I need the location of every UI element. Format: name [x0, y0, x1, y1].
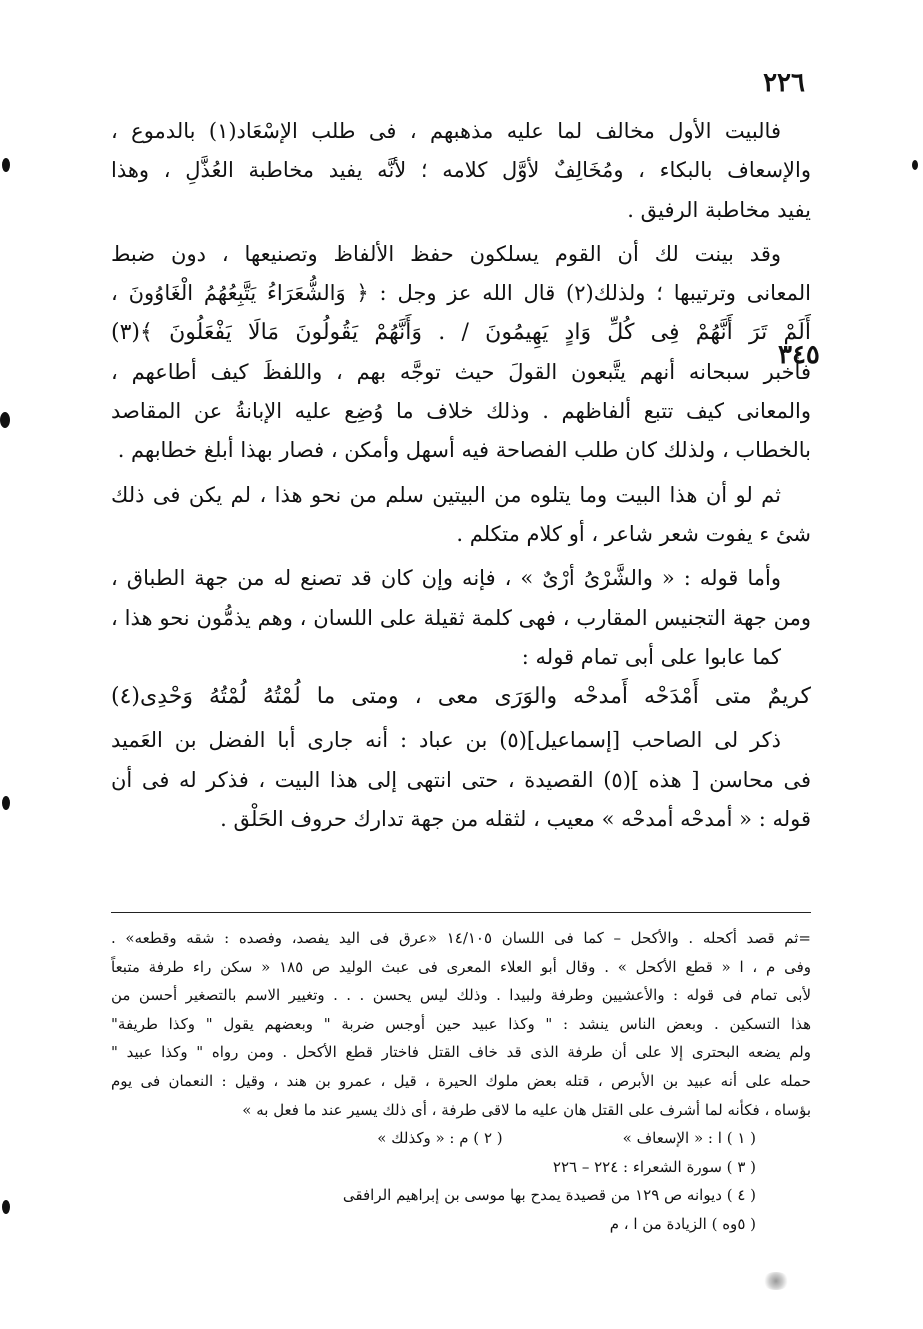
- footnote-5: ( ٥وه ) الزيادة من ا ، م: [609, 1214, 756, 1233]
- footnote-line: =ثم قصد أكحله . والأكحل – كما فى اللسان ١٤/١٠٥ «عرق فى اليد يفصد، وفصده : شقه وقطعه» .: [111, 929, 811, 947]
- footnote-divider: [111, 912, 811, 913]
- text-line: وأما قوله : « والشَّرْىُ أرْىٌ » ، فإنه وإن كان قد تصنع له من جهة الطباق ،: [111, 566, 781, 591]
- text-line: بالخطاب ، ولذلك كان طلب الفصاحة فيه أسهل وأمكن ، فصار بهذا أبلغ خطابهم .: [117, 438, 811, 463]
- text-line: المعانى وترتيبها ؛ ولذلك(٢) قال الله عز وجل : ﴿ وَالشُّعَرَاءُ يَتَّبِعُهُمُ الْغَاوُونَ ،: [111, 281, 811, 306]
- poem-verse: كريمٌ متى أَمْدَحْه أَمدحْه والوَرَى معى ، ومتى ما لُمْتُهُ لُمْتُهُ وَحْدِى(٤): [111, 684, 811, 710]
- paragraph-5: [111, 721, 811, 839]
- paragraph-2: [111, 235, 811, 471]
- footnote-2: ( ٢ ) م : « وكذلك »: [377, 1129, 503, 1148]
- text-line: والإسعاف بالبكاء ، ومُخَالِفٌ لأوَّل كلامه ؛ لأنَّه يفيد مخاطبة العُذَّلِ ، وهذا: [111, 158, 811, 183]
- text-line: ثم لو أن هذا البيت وما يتلوه من البيتين سلم من نحو هذا ، لم يكن فى ذلك: [111, 482, 781, 507]
- text-line: ومن جهة التجنيس المقارب ، فهى كلمة ثقيلة على اللسان ، وهم يذمُّون نحو هذا ،: [111, 605, 811, 630]
- footnote-line: حمله على أنه عبيد بن الأبرص ، قتله بعض ملوك الحيرة ، قيل ، عمرو بن هند ، وقيل : النعمان فى يوم: [111, 1071, 811, 1090]
- text-line: فى محاسن [ هذه ](٥) القصيدة ، حتى انتهى إلى هذا البيت ، فذكر له فى أن: [111, 767, 811, 792]
- scan-smudge: [762, 1272, 790, 1290]
- text-line: وقد بينت لك أن القوم يسلكون حفظ الألفاظ وتصنيعها ، دون ضبط: [111, 241, 781, 266]
- quran-verse: أَلَمْ تَرَ أَنَّهُمْ فِى كُلِّ وَادٍ يَهِيمُونَ / . وَأَنَّهُمْ يَقُولُونَ مَالَا يَفْعَلُونَ ﴾(٣): [111, 320, 811, 346]
- footnote-4: ( ٤ ) ديوانه ص ١٢٩ من قصيدة يمدح بها موسى بن إبراهيم الرافقى: [342, 1186, 756, 1205]
- footnote-pair: [111, 1124, 811, 1153]
- page-number: ٢٢٦: [763, 68, 805, 98]
- footnotes: [111, 924, 811, 1239]
- footnote-line: هذا التسكين . وبعض الناس ينشد : " وكذا عبيد حين أوجس ضربة " وبعضهم يقول " وكذا طريفة": [111, 1014, 811, 1033]
- margin-page-number: ٣٤٥: [778, 340, 820, 370]
- paragraph-4: [111, 559, 811, 716]
- scan-mark: [2, 1200, 10, 1214]
- text-line: والمعانى كيف تتبع ألفاظهم . وذلك خلاف ما وُضِع عليه الإبانةُ عن المقاصد: [111, 399, 811, 424]
- text-line: شئ ء يفوت شعر شاعر ، أو كلام متكلم .: [456, 521, 811, 546]
- paragraph-1: [111, 112, 811, 230]
- scan-mark: [2, 158, 10, 172]
- scan-mark: [912, 160, 918, 170]
- text-line: فالبيت الأول مخالف لما عليه مذهبهم ، فى طلب الإسْعَاد(١) بالدموع ،: [111, 119, 781, 143]
- paragraph-3: [111, 476, 811, 555]
- text-line: قوله : « أمدحْه أمدحْه » معيب ، لثقله من جهة تدارك حروف الحَلْق .: [220, 807, 811, 832]
- text-line: ذكر لى الصاحب [إسماعيل](٥) بن عباد : أنه جارى أبا الفضل بن العَميد: [111, 728, 781, 753]
- main-text: [111, 112, 811, 844]
- text-line: كما عابوا على أبى تمام قوله :: [521, 644, 781, 669]
- text-line: فأخبر سبحانه أنهم يتَّبعون القولَ حيث توجَّه بهم ، واللفظَ كيف أطاعهم ،: [111, 359, 811, 384]
- scan-mark: [2, 796, 10, 810]
- text-line: يفيد مخاطبة الرفيق .: [627, 197, 811, 222]
- footnote-line: بؤساه ، فكأنه لما أشرف على القتل هان عليه ما لاقى طرفة ، أى ذلك يسير عند ما فعل به »: [242, 1100, 811, 1119]
- footnote-3: ( ٣ ) سورة الشعراء : ٢٢٤ – ٢٢٦: [552, 1157, 756, 1176]
- footnote-1: ( ١ ) ا : « الإسعاف »: [622, 1129, 756, 1148]
- footnote-line: ولم يضعه البحترى إلا على أن طرفة الذى قد خاف القتل فاختار قطع الأكحل . ومن رواه " وكذا عبيد ": [111, 1043, 811, 1062]
- footnote-line: وفى م ، ا « قطع الأكحل » . وقال أبو العلاء المعرى فى عبث الوليد ص ١٨٥ « سكن راء طرفة متبعاً: [111, 957, 812, 976]
- footnote-line: لأبى تمام فى قوله : والأعشيين وطرفة ولبيدا . وذلك ليس يحسن . . . وتغيير الاسم بالتصغير أحسن من: [111, 986, 811, 1005]
- scan-mark: [0, 412, 10, 428]
